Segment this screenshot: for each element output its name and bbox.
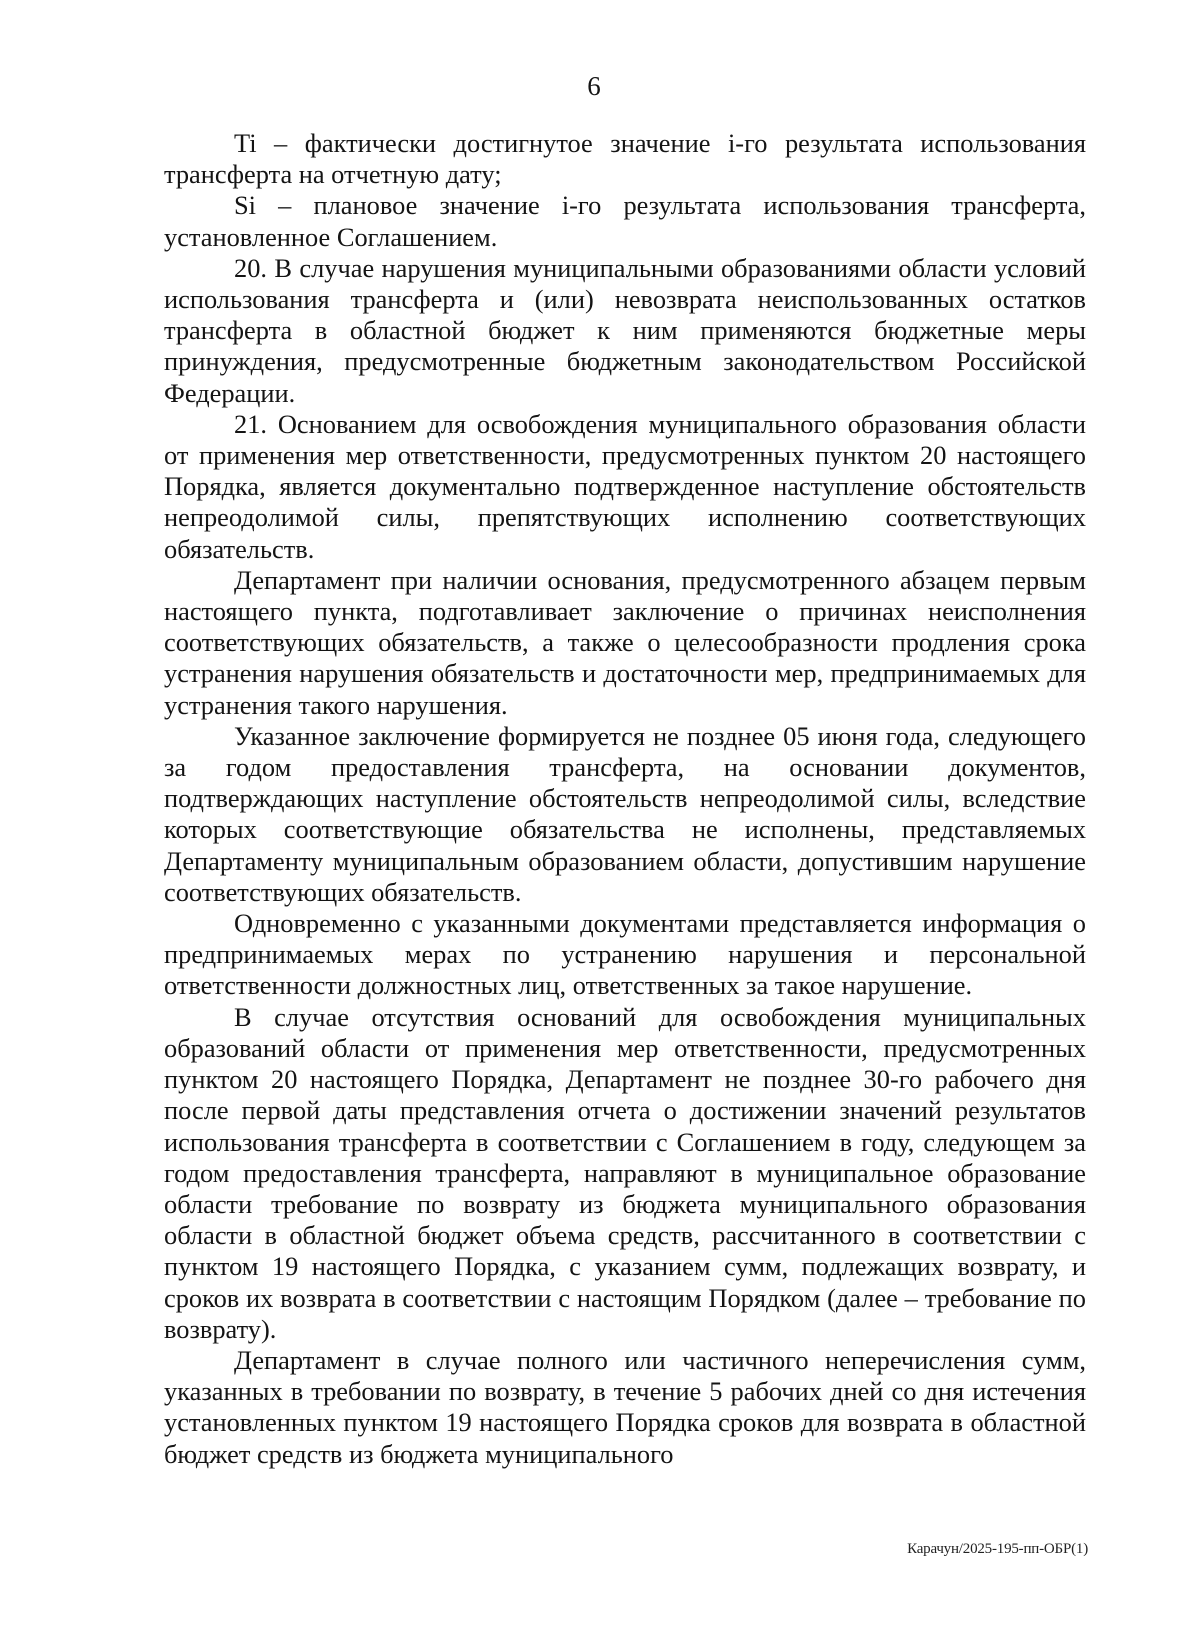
paragraph-conclusion-deadline: Указанное заключение формируется не позднее 05 июня года, следующего за годом предоставления трансферта, на основании документов, подтверждающих наступление обстоятельств непреодолимой силы, вследствие которых соответствующие обязательства не исполнены, представляемых Департаменту муниципальным образованием области, допустившим нарушение соответствующих обязательств. (164, 720, 1086, 907)
paragraph-department-conclusion: Департамент при наличии основания, предусмотренного абзацем первым настоящего пункта, подготавливает заключение о причинах неисполнения соответствующих обязательств, а также о целесообразности продления срока устранения нарушения обязательств и достаточности мер, предпринимаемых для устранения такого нарушения. (164, 564, 1086, 720)
paragraph-clause-20: 20. В случае нарушения муниципальными образованиями области условий использования трансферта и (или) невозврата неиспользованных остатков трансферта в областной бюджет к ним применяются бюджетные меры принуждения, предусмотренные бюджетным законодательством Российской Федерации. (164, 252, 1086, 408)
document-code-footer: Карачун/2025-195-пп-ОБР(1) (907, 1541, 1088, 1557)
paragraph-clause-21: 21. Основанием для освобождения муниципального образования области от применения мер ответственности, предусмотренных пунктом 20 настоящего Порядка, является документально подтвержденное наступление обстоятельств непреодолимой силы, препятствующих исполнению соответствующих обязательств. (164, 408, 1086, 564)
document-body (164, 128, 1086, 1470)
paragraph-ti-definition: Ti – фактически достигнутое значение i-го результата использования трансферта на отчетную дату; (164, 128, 1086, 190)
paragraph-additional-info: Одновременно с указанными документами представляется информация о предпринимаемых мерах по устранению нарушения и персональной ответственности должностных лиц, ответственных за такое нарушение. (164, 908, 1086, 1001)
paragraph-return-requirement: В случае отсутствия оснований для освобождения муниципальных образований области от применения мер ответственности, предусмотренных пунктом 20 настоящего Порядка, Департамент не позднее 30-го рабочего дня после первой даты представления отчета о достижении значений результатов использования трансферта в соответствии с Соглашением в году, следующем за годом предоставления трансферта, направляют в муниципальное образование области требование по возврату из бюджета муниципального образования области в областной бюджет объема средств, рассчитанного в соответствии с пунктом 19 настоящего Порядка, с указанием сумм, подлежащих возврату, и сроков их возврата в соответствии с настоящим Порядком (далее – требование по возврату). (164, 1001, 1086, 1344)
paragraph-si-definition: Si – плановое значение i-го результата использования трансферта, установленное Соглашением. (164, 190, 1086, 252)
page-number: 6 (587, 71, 601, 101)
paragraph-non-transfer: Департамент в случае полного или частичного неперечисления сумм, указанных в требовании по возврату, в течение 5 рабочих дней со дня истечения установленных пунктом 19 настоящего Порядка сроков для возврата в областной бюджет средств из бюджета муниципального (164, 1344, 1086, 1469)
